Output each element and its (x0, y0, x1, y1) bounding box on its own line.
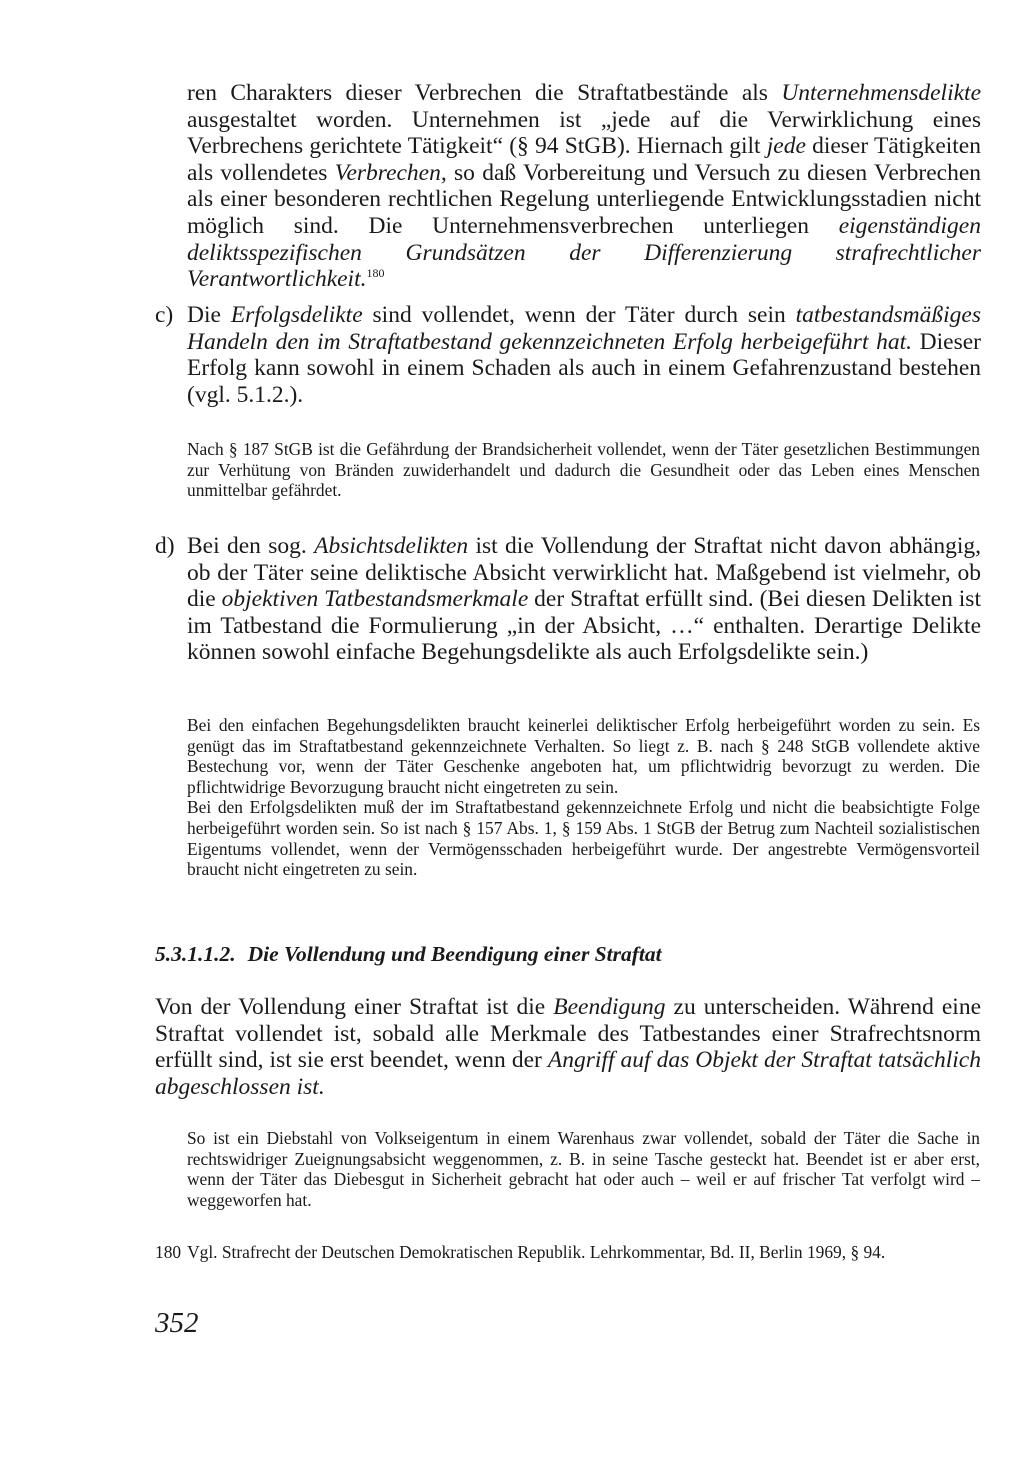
text-run: ausgestaltet worden. Unternehmen ist „jede auf die Verwirklichung eines Verbrechens gerichtete Tätigkeit“ (§ 94 StGB). Hiernach gilt (187, 106, 981, 160)
text-run: ren Charakters dieser Verbrechen die Straftatbestände als (187, 80, 782, 106)
list-marker-c: c) (155, 302, 174, 328)
italic-run: Angriff auf das Objekt der Straftat tatsächlich abgeschlossen ist. (155, 1047, 981, 1100)
text-run: ist die Vollendung der Straftat nicht davon abhängig, ob der Täter seine deliktische Absicht verwirklicht hat. Maßgebend ist vielmehr, ob die (187, 533, 981, 613)
example-d-para-1: Bei den einfachen Begehungsdelikten braucht keinerlei deliktischer Erfolg herbeigeführt worden zu sein. Es genügt das im Straftatbestand gekennzeichnete Verhalten. So liegt z. B. nach § 248 StGB vollendete aktive Bestechung vor, wenn der Täter Geschenke angeboten hat, um pflichtwidrig bevorzugt zu werden. Die pflichtwidrige Bevorzugung braucht nicht eingetreten zu sein. (187, 715, 980, 797)
italic-run: tatbestandsmäßiges Handeln den im Straftatbestand gekennzeichneten Erfolg herbeigeführt hat. (187, 302, 981, 355)
list-marker-d: d) (155, 533, 175, 559)
footnote-reference: 180 (366, 266, 385, 281)
text-run: Von der Vollendung einer Straftat ist die (155, 994, 554, 1020)
continuation-paragraph (187, 80, 981, 293)
italic-run: Erfolgsdelikte (230, 302, 363, 328)
italic-run: eigenständigen deliktsspezifischen Grundsätzen der Differenzierung strafrechtlicher Verantwortlichkeit. (187, 212, 981, 293)
list-item-c-text (187, 302, 981, 408)
text-run: der Straftat erfüllt sind. (Bei diesen Delikten ist im Tatbestand die Formulierung „in der Absicht, …“ enthalten. Derartige Delikte können sowohl einfache Begehungsdelikte als auch Erfolgsdelikte sein.) (187, 586, 981, 666)
section-paragraph (155, 994, 981, 1100)
continuation-text (187, 80, 981, 293)
footnote (155, 1242, 981, 1263)
text-run: so daß Vorbereitung und Versuch zu diesen Verbrechen als einer besonderen rechtlichen Regelung unterliegende Entwicklungsstadien nicht möglich sind. Die Unternehmensverbrechen unterliegen (187, 159, 982, 239)
text-run: Bei den sog. (187, 533, 315, 559)
italic-run: objektiven Tatbestandsmerkmale (221, 586, 529, 613)
italic-run: jede (766, 133, 806, 160)
example-section (187, 1128, 980, 1210)
text-run: Dieser Erfolg kann sowohl in einem Schaden als auch in einem Gefahrenzustand bestehen (vgl. 5.1.2.). (187, 328, 981, 408)
example-d-para-2: Bei den Erfolgsdelikten muß der im Straftatbestand gekennzeichnete Erfolg und nicht die beabsichtigte Folge herbeigeführt worden sein. So ist nach § 157 Abs. 1, § 159 Abs. 1 StGB der Betrug zum Nachteil sozialistischen Eigentums vollendet, wenn der Vermögensschaden herbeigeführt wurde. Der angestrebte Vermögensvorteil braucht nicht eingetreten zu sein. (187, 797, 980, 880)
list-item-d-text (187, 533, 981, 666)
page-number: 352 (155, 1307, 199, 1339)
italic-run: Unternehmensdelikte (781, 80, 981, 106)
list-item-d (155, 533, 981, 666)
footnote-text: Vgl. Strafrecht der Deutschen Demokratischen Republik. Lehrkommentar, Bd. II, Berlin 1969, § 94. (187, 1242, 886, 1262)
example-c (187, 439, 980, 501)
italic-run: Beendigung (553, 994, 666, 1020)
text-run: zu unterscheiden. Während eine Straftat vollendet ist, sobald alle Merkmale des Tatbestandes einer Strafrechtsnorm erfüllt sind, ist sie erst beendet, wenn der (155, 994, 981, 1074)
section-paragraph-text (155, 994, 981, 1100)
section-title: Die Vollendung und Beendigung einer Straftat (247, 942, 662, 966)
example-d (187, 715, 980, 880)
text-run: Die (187, 302, 231, 328)
italic-run: Absichtsdelikten (314, 533, 469, 559)
example-c-text: Nach § 187 StGB ist die Gefährdung der Brandsicherheit vollendet, wenn der Täter gesetzlichen Bestimmungen zur Verhütung von Bränden zuwiderhandelt und dadurch die Gesundheit oder das Leben eines Menschen unmittelbar gefährdet. (187, 439, 980, 501)
section-number: 5.3.1.1.2. (155, 942, 236, 966)
text-run: sind vollendet, wenn der Täter durch sein (362, 302, 796, 328)
example-section-text: So ist ein Diebstahl von Volkseigentum in einem Warenhaus zwar vollendet, sobald der Täter die Sache in rechtswidriger Zueignungsabsicht weggenommen, z. B. in seine Tasche gesteckt hat. Beendet ist er aber erst, wenn der Täter das Diebesgut in Sicherheit gebracht hat oder auch – weil er auf frischer Tat verfolgt wird – weggeworfen hat. (187, 1128, 980, 1210)
italic-run: Verbrechen, (334, 159, 447, 186)
section-heading (155, 941, 662, 967)
footnote-number: 180 (155, 1242, 182, 1262)
list-item-c (155, 302, 981, 408)
text-run: dieser Tätigkeiten als vollendetes (187, 133, 981, 186)
